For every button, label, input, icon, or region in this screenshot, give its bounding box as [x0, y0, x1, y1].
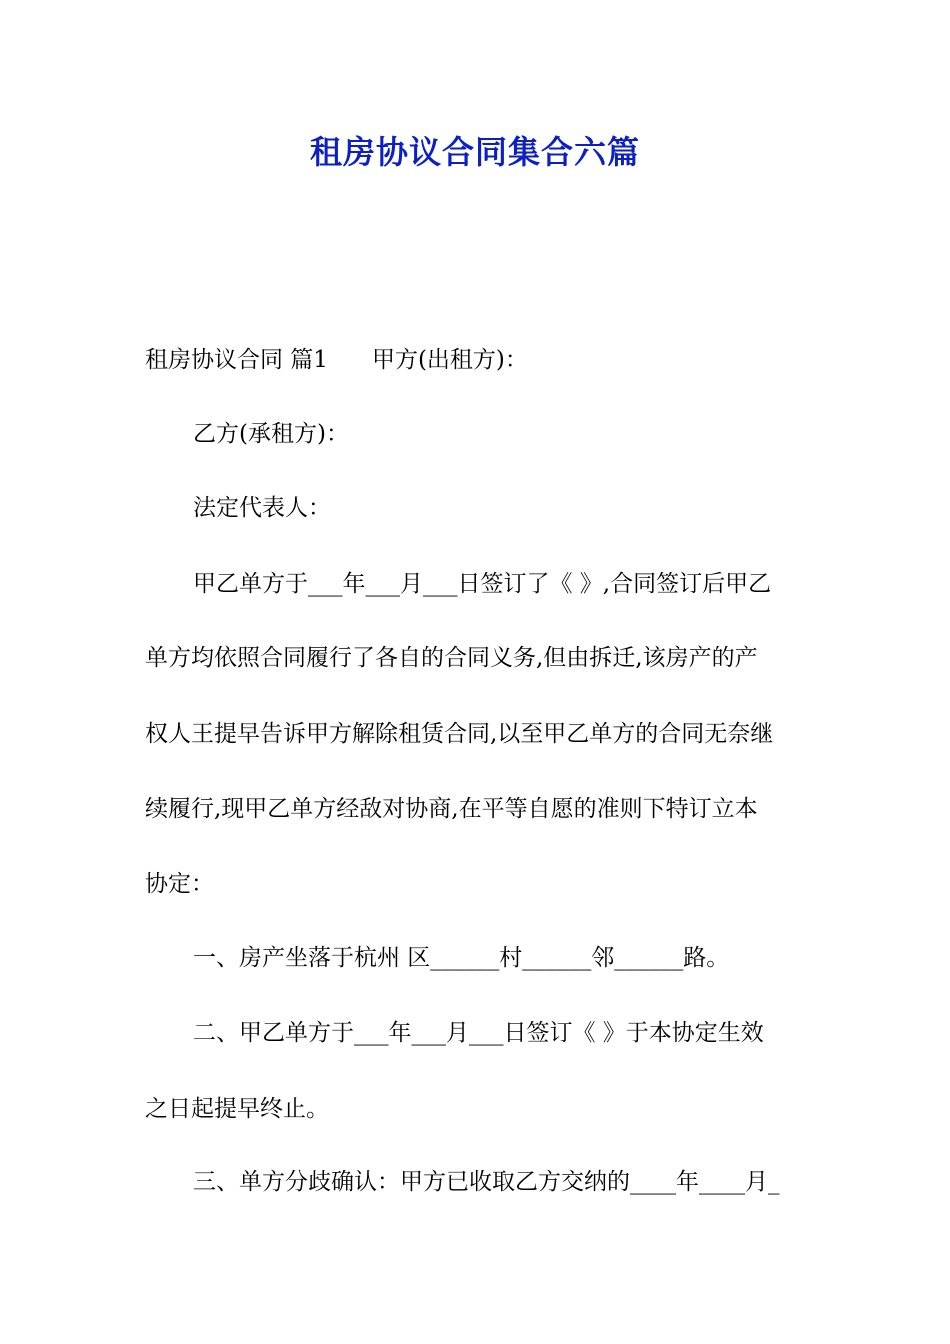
- paragraph-heading-line: [145, 338, 807, 382]
- paragraph-line: 协定：: [145, 871, 214, 897]
- party-b-line: 乙方(承租方)：: [193, 421, 349, 447]
- clause-one-line: 一、房产坐落于杭州 区______村______邻______路。: [193, 945, 730, 971]
- party-a-label: 甲方(出租方)：: [371, 347, 528, 373]
- paragraph-line: 甲乙单方于___年___月___日签订了《 》,合同签订后甲乙: [193, 571, 772, 597]
- document-title: 租房协议合同集合六篇: [309, 133, 640, 171]
- clause-two-line: 二、甲乙单方于___年___月___日签订《 》于本协定生效: [193, 1020, 764, 1046]
- legal-rep-line: 法定代表人：: [193, 495, 331, 521]
- paragraph-line: 之日起提早终止。: [145, 1096, 329, 1122]
- paragraph-line: 单方均依照合同履行了各自的合同义务,但由拆迁,该房产的产: [145, 645, 758, 671]
- section-label: 租房协议合同 篇1: [145, 347, 328, 373]
- clause-three-line: 三、单方分歧确认：甲方已收取乙方交纳的____年____月_: [193, 1169, 780, 1195]
- paragraph-line: 续履行,现甲乙单方经敌对协商,在平等自愿的准则下特订立本: [145, 796, 758, 822]
- paragraph-line: 权人王提早告诉甲方解除租赁合同,以至甲乙单方的合同无奈继: [145, 721, 774, 747]
